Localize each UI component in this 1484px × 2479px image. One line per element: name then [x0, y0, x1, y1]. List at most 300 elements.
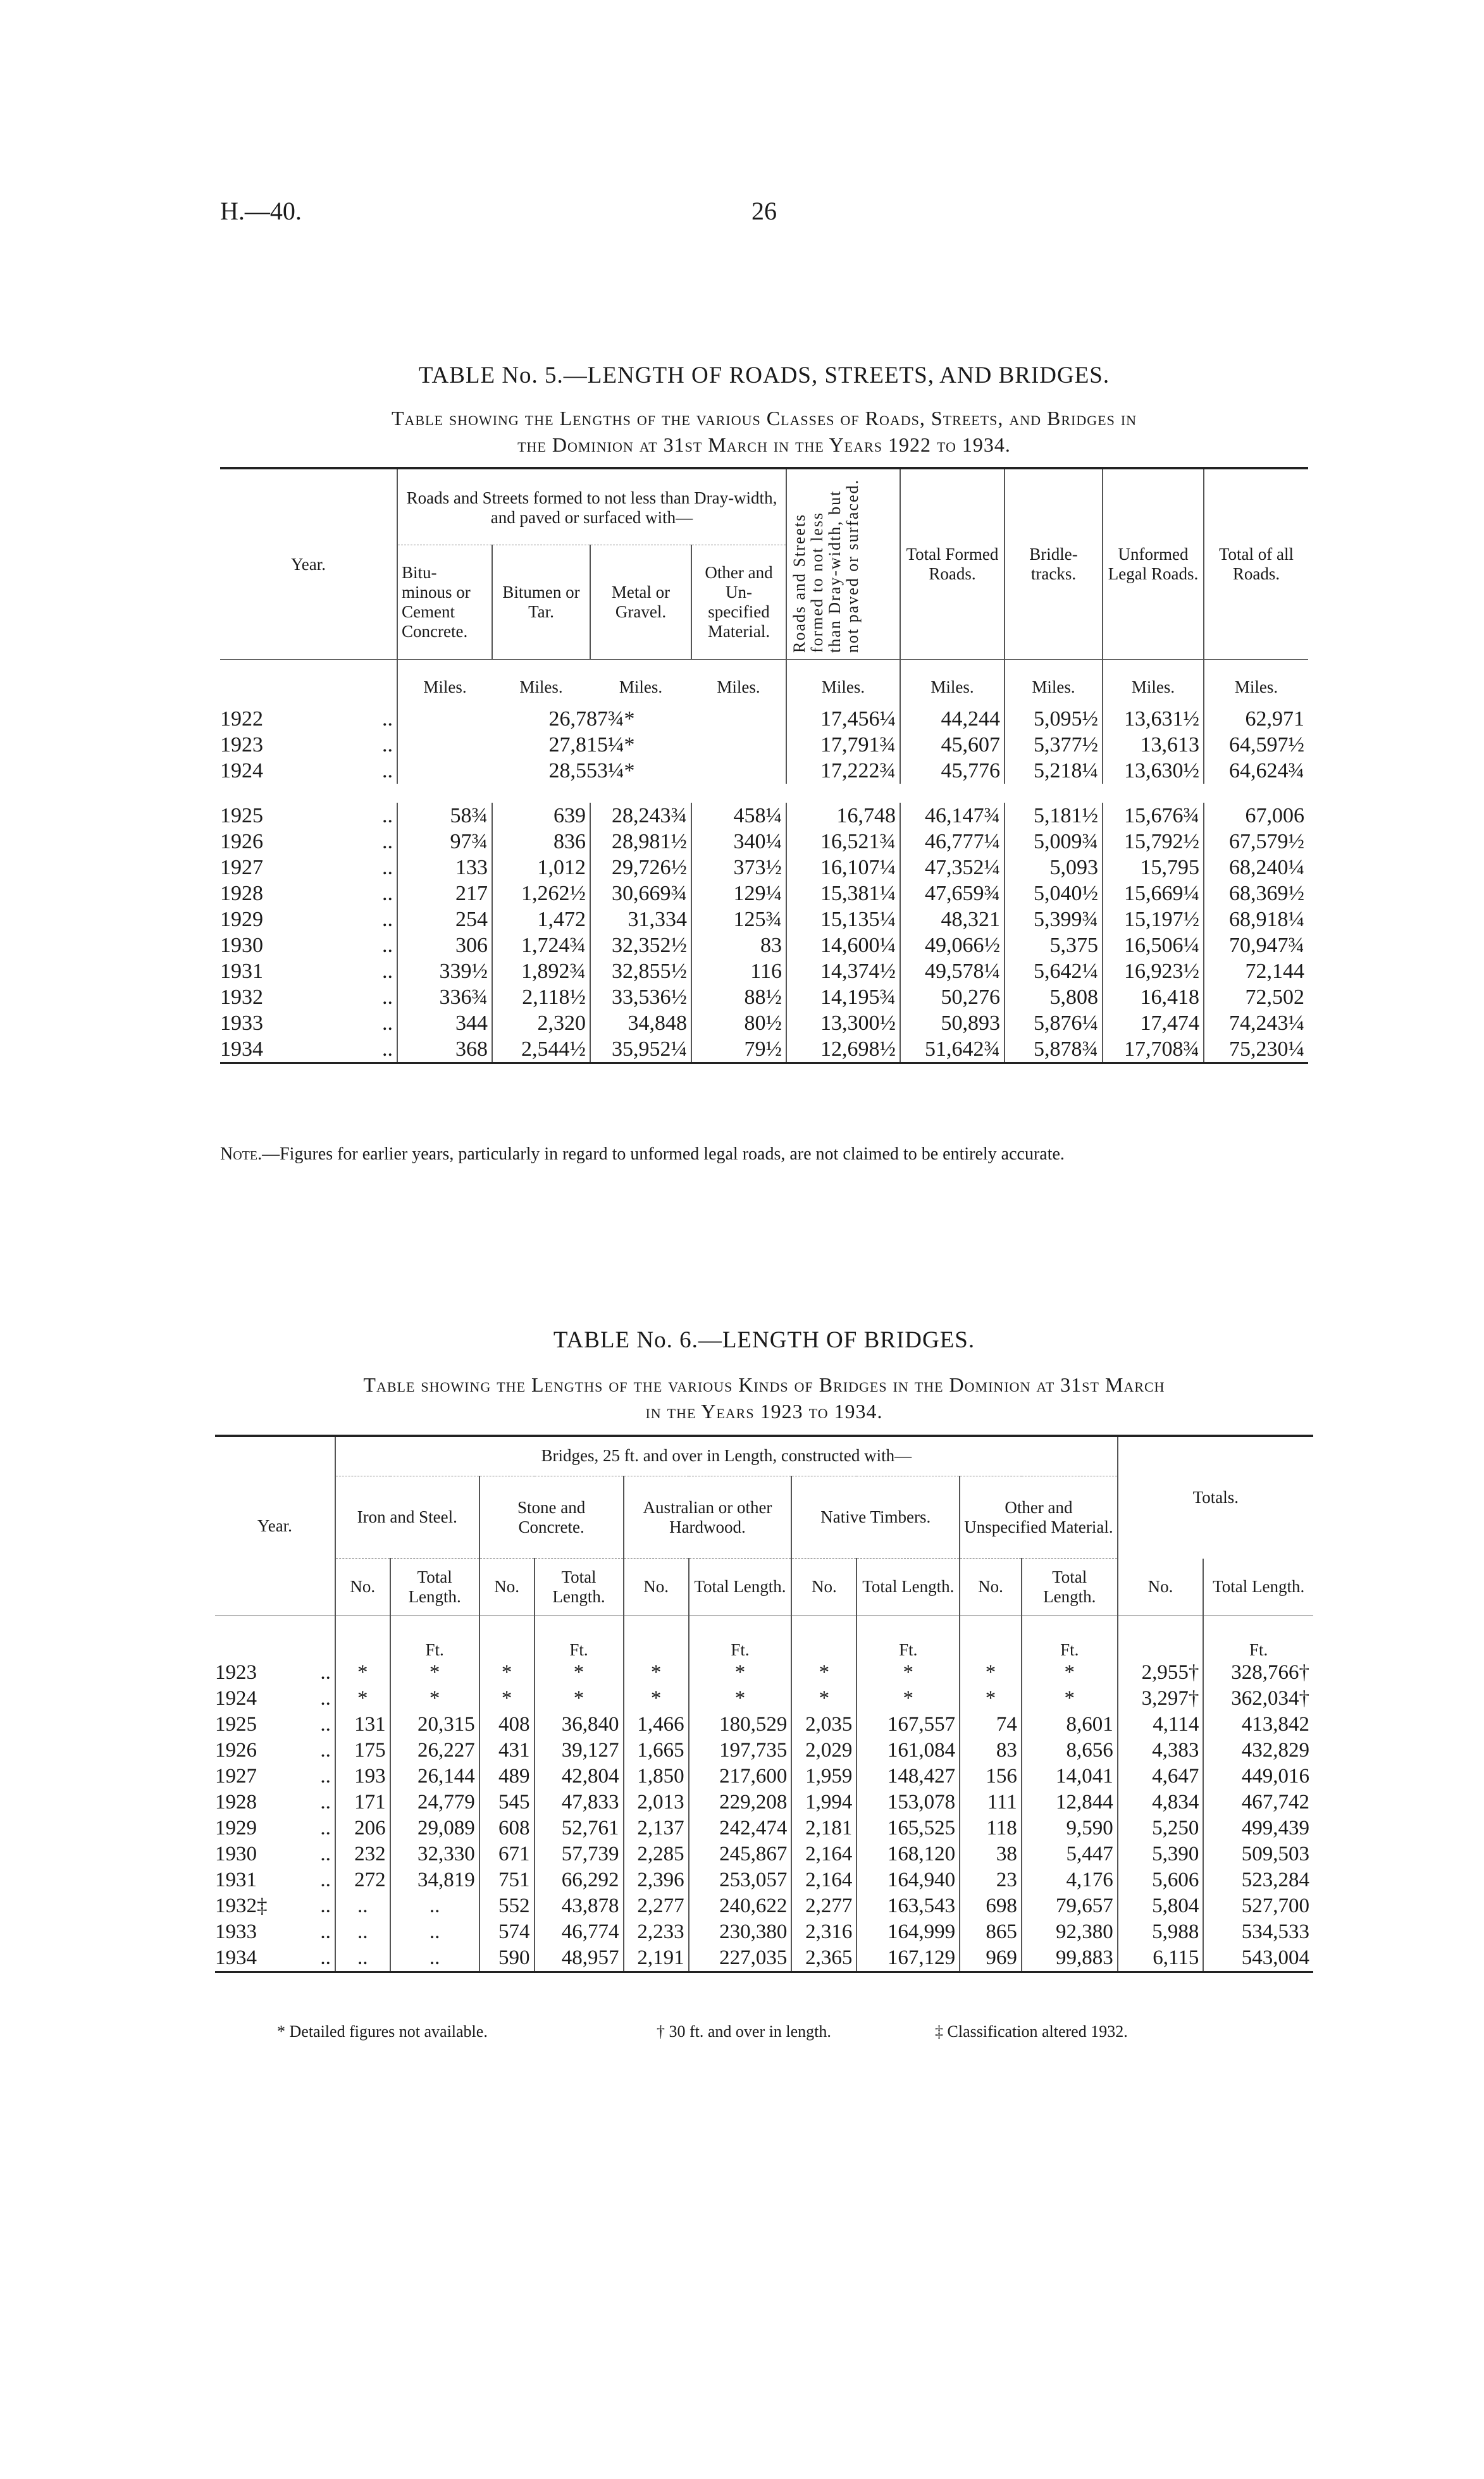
- count-cell: 74: [960, 1712, 1022, 1738]
- not-paved-header-text: Roads and Streets formed to not less than Dray-width, but not paved or surfaced.: [790, 478, 862, 653]
- count-cell: 489: [479, 1764, 535, 1790]
- length-cell: 245,867: [689, 1841, 792, 1867]
- length-header: Total Length.: [856, 1559, 960, 1616]
- leader-dots: ..: [382, 1011, 393, 1035]
- length-cell: ..: [390, 1945, 479, 1972]
- length-cell: *: [856, 1660, 960, 1686]
- bituminous-cell: 133: [397, 855, 492, 881]
- total-all-cell: 72,144: [1204, 958, 1308, 984]
- metal-gravel-cell: 35,952¼: [590, 1036, 691, 1063]
- length-header: Total Length.: [390, 1559, 479, 1616]
- leader-dots: ..: [320, 1791, 331, 1814]
- count-cell: 232: [335, 1841, 390, 1867]
- leader-dots: ..: [382, 707, 393, 731]
- total-formed-cell: 51,642¾: [900, 1036, 1005, 1063]
- other-cell: 129¼: [691, 881, 786, 906]
- combined-paved-cell: 28,553¼*: [397, 758, 786, 784]
- table-row: [220, 881, 1308, 906]
- unit-label: Miles.: [900, 660, 1005, 707]
- leader-dots: ..: [382, 804, 393, 827]
- length-cell: 36,840: [535, 1712, 624, 1738]
- count-cell: *: [335, 1686, 390, 1712]
- year-cell: 1923: [220, 733, 263, 757]
- unit-label: Miles.: [1204, 660, 1308, 707]
- year-cell: 1934: [220, 1037, 263, 1061]
- unformed-cell: 13,631½: [1103, 706, 1204, 732]
- length-cell: 39,127: [535, 1738, 624, 1764]
- count-cell: *: [479, 1660, 535, 1686]
- bituminous-cell: 306: [397, 932, 492, 958]
- count-cell: 2,365: [791, 1945, 856, 1972]
- count-cell: 545: [479, 1790, 535, 1815]
- bituminous-cell: 339½: [397, 958, 492, 984]
- table5-subtitle-line2: the Dominion at 31st March in the Years 1922 to 1934.: [517, 433, 1011, 456]
- table6-title: TABLE No. 6.—LENGTH OF BRIDGES.: [553, 1327, 975, 1353]
- length-cell: ..: [390, 1893, 479, 1919]
- leader-dots: ..: [320, 1765, 331, 1788]
- table-row: [220, 906, 1308, 932]
- bituminous-cell: 254: [397, 906, 492, 932]
- leader-dots: ..: [320, 1739, 331, 1762]
- count-cell: 969: [960, 1945, 1022, 1972]
- total-formed-cell: 50,276: [900, 984, 1005, 1010]
- length-cell: 163,543: [856, 1893, 960, 1919]
- bridle-cell: 5,095½: [1005, 706, 1103, 732]
- bituminous-header: Bitu- minous or Cement Concrete.: [397, 545, 492, 660]
- length-cell: 180,529: [689, 1712, 792, 1738]
- total-formed-cell: 44,244: [900, 706, 1005, 732]
- total-formed-cell: 45,607: [900, 732, 1005, 758]
- count-cell: 206: [335, 1815, 390, 1841]
- year-cell: 1934: [215, 1946, 257, 1969]
- count-cell: 4,834: [1118, 1790, 1204, 1815]
- year-cell: 1930: [220, 934, 263, 957]
- length-cell: 66,292: [535, 1867, 624, 1893]
- leader-dots: ..: [382, 830, 393, 853]
- year-cell: 1927: [220, 856, 263, 879]
- length-cell: 48,957: [535, 1945, 624, 1972]
- length-cell: 46,774: [535, 1919, 624, 1945]
- unformed-cell: 16,418: [1103, 984, 1204, 1010]
- not-paved-cell: 16,748: [786, 803, 900, 829]
- length-cell: 449,016: [1203, 1764, 1313, 1790]
- table-row: [215, 1893, 1313, 1919]
- year-cell: 1924: [215, 1687, 257, 1710]
- bitumen-tar-cell: 1,012: [492, 855, 590, 881]
- count-cell: 175: [335, 1738, 390, 1764]
- length-cell: ..: [390, 1919, 479, 1945]
- count-cell: 408: [479, 1712, 535, 1738]
- count-cell: *: [624, 1686, 689, 1712]
- no-header: No.: [1118, 1559, 1204, 1616]
- length-cell: 527,700: [1203, 1893, 1313, 1919]
- year-cell: 1926: [220, 830, 263, 853]
- length-cell: 328,766†: [1203, 1660, 1313, 1686]
- leader-dots: ..: [382, 882, 393, 905]
- length-cell: 99,883: [1022, 1945, 1118, 1972]
- length-cell: 167,129: [856, 1945, 960, 1972]
- length-cell: 499,439: [1203, 1815, 1313, 1841]
- year-cell: 1931: [220, 960, 263, 983]
- combined-paved-cell: 26,787¾*: [397, 706, 786, 732]
- length-cell: 8,601: [1022, 1712, 1118, 1738]
- bridle-cell: 5,876¼: [1005, 1010, 1103, 1036]
- leader-dots: ..: [320, 1946, 331, 1969]
- length-cell: 12,844: [1022, 1790, 1118, 1815]
- unformed-cell: 16,506¼: [1103, 932, 1204, 958]
- not-paved-cell: 14,374½: [786, 958, 900, 984]
- not-paved-cell: 15,135¼: [786, 906, 900, 932]
- bridle-cell: 5,375: [1005, 932, 1103, 958]
- table6-subtitle: [215, 1371, 1313, 1425]
- combined-paved-cell: 27,815¼*: [397, 732, 786, 758]
- bitumen-tar-cell: 1,892¾: [492, 958, 590, 984]
- count-cell: 751: [479, 1867, 535, 1893]
- length-cell: 9,590: [1022, 1815, 1118, 1841]
- leader-dots: ..: [382, 960, 393, 983]
- year-cell: 1929: [220, 908, 263, 931]
- total-all-cell: 62,971: [1204, 706, 1308, 732]
- table6-subtitle-line1: Table showing the Lengths of the various Kinds of Bridges in the Dominion at 31st March: [363, 1373, 1165, 1396]
- count-cell: 272: [335, 1867, 390, 1893]
- length-cell: 242,474: [689, 1815, 792, 1841]
- total-all-cell: 74,243¼: [1204, 1010, 1308, 1036]
- leader-dots: ..: [320, 1869, 331, 1891]
- metal-gravel-cell: 31,334: [590, 906, 691, 932]
- other-cell: 83: [691, 932, 786, 958]
- other-cell: 79½: [691, 1036, 786, 1063]
- length-cell: 229,208: [689, 1790, 792, 1815]
- total-formed-header: Total Formed Roads.: [900, 469, 1005, 659]
- length-cell: 362,034†: [1203, 1686, 1313, 1712]
- total-formed-cell: 49,066½: [900, 932, 1005, 958]
- bridle-cell: 5,377½: [1005, 732, 1103, 758]
- count-cell: ..: [335, 1919, 390, 1945]
- metal-gravel-cell: 32,352½: [590, 932, 691, 958]
- bitumen-tar-cell: 2,544½: [492, 1036, 590, 1063]
- year-cell: 1933: [220, 1011, 263, 1035]
- bitumen-tar-cell: 1,724¾: [492, 932, 590, 958]
- table-row: [220, 829, 1308, 855]
- total-formed-cell: 48,321: [900, 906, 1005, 932]
- count-cell: 590: [479, 1945, 535, 1972]
- count-cell: 5,250: [1118, 1815, 1204, 1841]
- unformed-cell: 15,792½: [1103, 829, 1204, 855]
- unformed-cell: 17,474: [1103, 1010, 1204, 1036]
- bituminous-cell: 58¾: [397, 803, 492, 829]
- bridle-cell: 5,399¾: [1005, 906, 1103, 932]
- count-cell: ..: [335, 1945, 390, 1972]
- page-number: 26: [751, 197, 777, 225]
- table5-subtitle-line1: Table showing the Lengths of the various Classes of Roads, Streets, and Bridges in: [391, 407, 1137, 430]
- count-cell: 608: [479, 1815, 535, 1841]
- table-row: [220, 758, 1308, 784]
- count-cell: 865: [960, 1919, 1022, 1945]
- bitumen-tar-cell: 1,472: [492, 906, 590, 932]
- length-cell: 4,176: [1022, 1867, 1118, 1893]
- length-header: Total Length.: [1022, 1559, 1118, 1616]
- unit-label: Miles.: [717, 677, 760, 696]
- note-text: —Figures for earlier years, particularly in regard to unformed legal roads, are not claimed to be entirely accurate.: [262, 1144, 1065, 1164]
- length-cell: 148,427: [856, 1764, 960, 1790]
- leader-dots: ..: [382, 1037, 393, 1061]
- count-cell: *: [791, 1660, 856, 1686]
- not-paved-cell: 17,791¾: [786, 732, 900, 758]
- bitumen-tar-cell: 1,262½: [492, 881, 590, 906]
- count-cell: 1,850: [624, 1764, 689, 1790]
- count-cell: *: [479, 1686, 535, 1712]
- leader-dots: ..: [320, 1687, 331, 1710]
- not-paved-cell: 14,195¾: [786, 984, 900, 1010]
- table-row: [220, 732, 1308, 758]
- bituminous-cell: 97¾: [397, 829, 492, 855]
- count-cell: 2,277: [624, 1893, 689, 1919]
- bitumen-tar-cell: 2,320: [492, 1010, 590, 1036]
- count-cell: 1,959: [791, 1764, 856, 1790]
- count-cell: 156: [960, 1764, 1022, 1790]
- table6-subtitle-line2: in the Years 1923 to 1934.: [645, 1400, 883, 1423]
- length-cell: *: [1022, 1686, 1118, 1712]
- year-header: Year.: [257, 1516, 292, 1536]
- footnote-double-dagger: ‡ Classification altered 1932.: [935, 2022, 1128, 2041]
- count-cell: *: [960, 1660, 1022, 1686]
- native-timbers-header: Native Timbers.: [791, 1476, 960, 1559]
- unformed-cell: 15,197½: [1103, 906, 1204, 932]
- no-header: No.: [479, 1559, 535, 1616]
- count-cell: 193: [335, 1764, 390, 1790]
- running-header: [220, 196, 1308, 232]
- length-cell: 253,057: [689, 1867, 792, 1893]
- year-cell: 1929: [215, 1817, 257, 1839]
- count-cell: 2,137: [624, 1815, 689, 1841]
- count-cell: 5,804: [1118, 1893, 1204, 1919]
- table-row: [220, 932, 1308, 958]
- total-all-cell: 75,230¼: [1204, 1036, 1308, 1063]
- bridle-cell: 5,878¾: [1005, 1036, 1103, 1063]
- length-header: Total Length.: [1203, 1559, 1313, 1616]
- year-cell: 1926: [215, 1739, 257, 1762]
- count-cell: *: [960, 1686, 1022, 1712]
- length-cell: 230,380: [689, 1919, 792, 1945]
- other-cell: 373½: [691, 855, 786, 881]
- metal-gravel-cell: 29,726½: [590, 855, 691, 881]
- unit-label: Ft.: [1022, 1616, 1118, 1660]
- total-formed-cell: 47,659¾: [900, 881, 1005, 906]
- length-cell: 240,622: [689, 1893, 792, 1919]
- bituminous-cell: 217: [397, 881, 492, 906]
- unit-label: Miles.: [1005, 660, 1103, 707]
- unit-label: Miles.: [619, 677, 663, 696]
- bitumen-tar-header: Bitumen or Tar.: [492, 545, 590, 660]
- count-cell: *: [335, 1660, 390, 1686]
- length-cell: 52,761: [535, 1815, 624, 1841]
- length-cell: 26,144: [390, 1764, 479, 1790]
- total-all-cell: 64,597½: [1204, 732, 1308, 758]
- count-cell: 2,191: [624, 1945, 689, 1972]
- table-row: [220, 1036, 1308, 1063]
- length-cell: *: [535, 1660, 624, 1686]
- total-all-cell: 68,240¼: [1204, 855, 1308, 881]
- bituminous-cell: 368: [397, 1036, 492, 1063]
- count-cell: 1,466: [624, 1712, 689, 1738]
- length-cell: 543,004: [1203, 1945, 1313, 1972]
- table-row: [215, 1738, 1313, 1764]
- no-header: No.: [791, 1559, 856, 1616]
- total-all-cell: 67,006: [1204, 803, 1308, 829]
- year-cell: 1925: [215, 1713, 257, 1736]
- length-cell: 413,842: [1203, 1712, 1313, 1738]
- count-cell: 2,396: [624, 1867, 689, 1893]
- leader-dots: ..: [320, 1843, 331, 1865]
- other-cell: 80½: [691, 1010, 786, 1036]
- length-cell: 57,739: [535, 1841, 624, 1867]
- length-cell: 432,829: [1203, 1738, 1313, 1764]
- bridle-header: Bridle- tracks.: [1005, 469, 1103, 659]
- total-all-cell: 67,579½: [1204, 829, 1308, 855]
- table-row: [215, 1764, 1313, 1790]
- table-row: [220, 984, 1308, 1010]
- count-cell: 1,665: [624, 1738, 689, 1764]
- bridle-cell: 5,218¼: [1005, 758, 1103, 784]
- units-row: [215, 1616, 1313, 1660]
- count-cell: 4,647: [1118, 1764, 1204, 1790]
- metal-gravel-cell: 33,536½: [590, 984, 691, 1010]
- count-cell: 574: [479, 1919, 535, 1945]
- count-cell: 5,390: [1118, 1841, 1204, 1867]
- units-row: [220, 660, 1308, 707]
- unit-label: Miles.: [397, 660, 492, 707]
- length-cell: 523,284: [1203, 1867, 1313, 1893]
- length-cell: *: [689, 1686, 792, 1712]
- not-paved-cell: 16,521¾: [786, 829, 900, 855]
- table5-title: TABLE No. 5.—LENGTH OF ROADS, STREETS, AND BRIDGES.: [418, 362, 1110, 388]
- length-header: Total Length.: [689, 1559, 792, 1616]
- count-cell: 2,181: [791, 1815, 856, 1841]
- not-paved-cell: 15,381¼: [786, 881, 900, 906]
- total-formed-cell: 50,893: [900, 1010, 1005, 1036]
- count-cell: *: [624, 1660, 689, 1686]
- leader-dots: ..: [320, 1661, 331, 1684]
- length-cell: 42,804: [535, 1764, 624, 1790]
- bituminous-cell: 344: [397, 1010, 492, 1036]
- not-paved-cell: 17,222¾: [786, 758, 900, 784]
- length-cell: 79,657: [1022, 1893, 1118, 1919]
- table-row: [220, 958, 1308, 984]
- iron-steel-header: Iron and Steel.: [335, 1476, 479, 1559]
- year-cell: 1933: [215, 1920, 257, 1943]
- not-paved-cell: 16,107¼: [786, 855, 900, 881]
- roads-table: [220, 467, 1308, 1064]
- bitumen-tar-cell: 639: [492, 803, 590, 829]
- unit-label: Ft.: [390, 1616, 479, 1660]
- count-cell: 131: [335, 1712, 390, 1738]
- count-cell: 118: [960, 1815, 1022, 1841]
- length-cell: 197,735: [689, 1738, 792, 1764]
- count-cell: 2,164: [791, 1841, 856, 1867]
- leader-dots: ..: [320, 1817, 331, 1839]
- leader-dots: ..: [382, 986, 393, 1009]
- count-cell: 3,297†: [1118, 1686, 1204, 1712]
- metal-gravel-cell: 32,855½: [590, 958, 691, 984]
- count-cell: 171: [335, 1790, 390, 1815]
- unit-label: Ft.: [535, 1616, 624, 1660]
- other-cell: 125¾: [691, 906, 786, 932]
- leader-dots: ..: [382, 856, 393, 879]
- year-cell: 1928: [215, 1791, 257, 1814]
- length-cell: 168,120: [856, 1841, 960, 1867]
- not-paved-cell: 17,456¼: [786, 706, 900, 732]
- metal-gravel-header: Metal or Gravel.: [590, 545, 691, 660]
- total-all-cell: 70,947¾: [1204, 932, 1308, 958]
- length-cell: 47,833: [535, 1790, 624, 1815]
- bridges-table: [215, 1435, 1313, 1973]
- bridle-cell: 5,093: [1005, 855, 1103, 881]
- total-formed-cell: 46,777¼: [900, 829, 1005, 855]
- count-cell: 698: [960, 1893, 1022, 1919]
- metal-gravel-cell: 28,243¾: [590, 803, 691, 829]
- year-header: Year.: [290, 554, 326, 574]
- length-cell: 34,819: [390, 1867, 479, 1893]
- count-cell: 2,035: [791, 1712, 856, 1738]
- table-row: [220, 803, 1308, 829]
- year-cell: 1932: [220, 986, 263, 1009]
- leader-dots: ..: [382, 934, 393, 957]
- length-cell: 164,999: [856, 1919, 960, 1945]
- count-cell: 671: [479, 1841, 535, 1867]
- count-cell: 1,994: [791, 1790, 856, 1815]
- note-label: Note.: [220, 1144, 263, 1164]
- table5-subtitle: [215, 405, 1313, 458]
- unit-label: Ft.: [856, 1616, 960, 1660]
- no-header: No.: [335, 1559, 390, 1616]
- year-cell: 1928: [220, 882, 263, 905]
- bridle-cell: 5,040½: [1005, 881, 1103, 906]
- leader-dots: ..: [320, 1920, 331, 1943]
- bridle-cell: 5,009¾: [1005, 829, 1103, 855]
- year-cell: 1930: [215, 1843, 257, 1865]
- count-cell: 38: [960, 1841, 1022, 1867]
- length-cell: 20,315: [390, 1712, 479, 1738]
- year-cell: 1923: [215, 1661, 257, 1684]
- other-cell: 458¼: [691, 803, 786, 829]
- unformed-cell: 15,795: [1103, 855, 1204, 881]
- other-cell: 88½: [691, 984, 786, 1010]
- table-row: [215, 1841, 1313, 1867]
- unit-label: Miles.: [786, 660, 900, 707]
- other-material-header: Other and Un- specified Material.: [691, 545, 786, 660]
- total-all-cell: 72,502: [1204, 984, 1308, 1010]
- count-cell: 5,606: [1118, 1867, 1204, 1893]
- length-cell: *: [856, 1686, 960, 1712]
- not-paved-header: [786, 469, 900, 659]
- leader-dots: ..: [320, 1895, 331, 1917]
- table-row: [220, 1010, 1308, 1036]
- year-cell: 1924: [220, 759, 263, 782]
- total-all-header: Total of all Roads.: [1204, 469, 1308, 659]
- not-paved-cell: 13,300½: [786, 1010, 900, 1036]
- count-cell: 4,383: [1118, 1738, 1204, 1764]
- total-formed-cell: 49,578¼: [900, 958, 1005, 984]
- count-cell: 5,988: [1118, 1919, 1204, 1945]
- unit-label: Miles.: [1103, 660, 1204, 707]
- unformed-cell: 16,923½: [1103, 958, 1204, 984]
- count-cell: 83: [960, 1738, 1022, 1764]
- table-row: [215, 1790, 1313, 1815]
- year-cell: 1932‡: [215, 1895, 268, 1917]
- leader-dots: ..: [320, 1713, 331, 1736]
- australian-hardwood-header: Australian or other Hardwood.: [624, 1476, 792, 1559]
- bituminous-cell: 336¾: [397, 984, 492, 1010]
